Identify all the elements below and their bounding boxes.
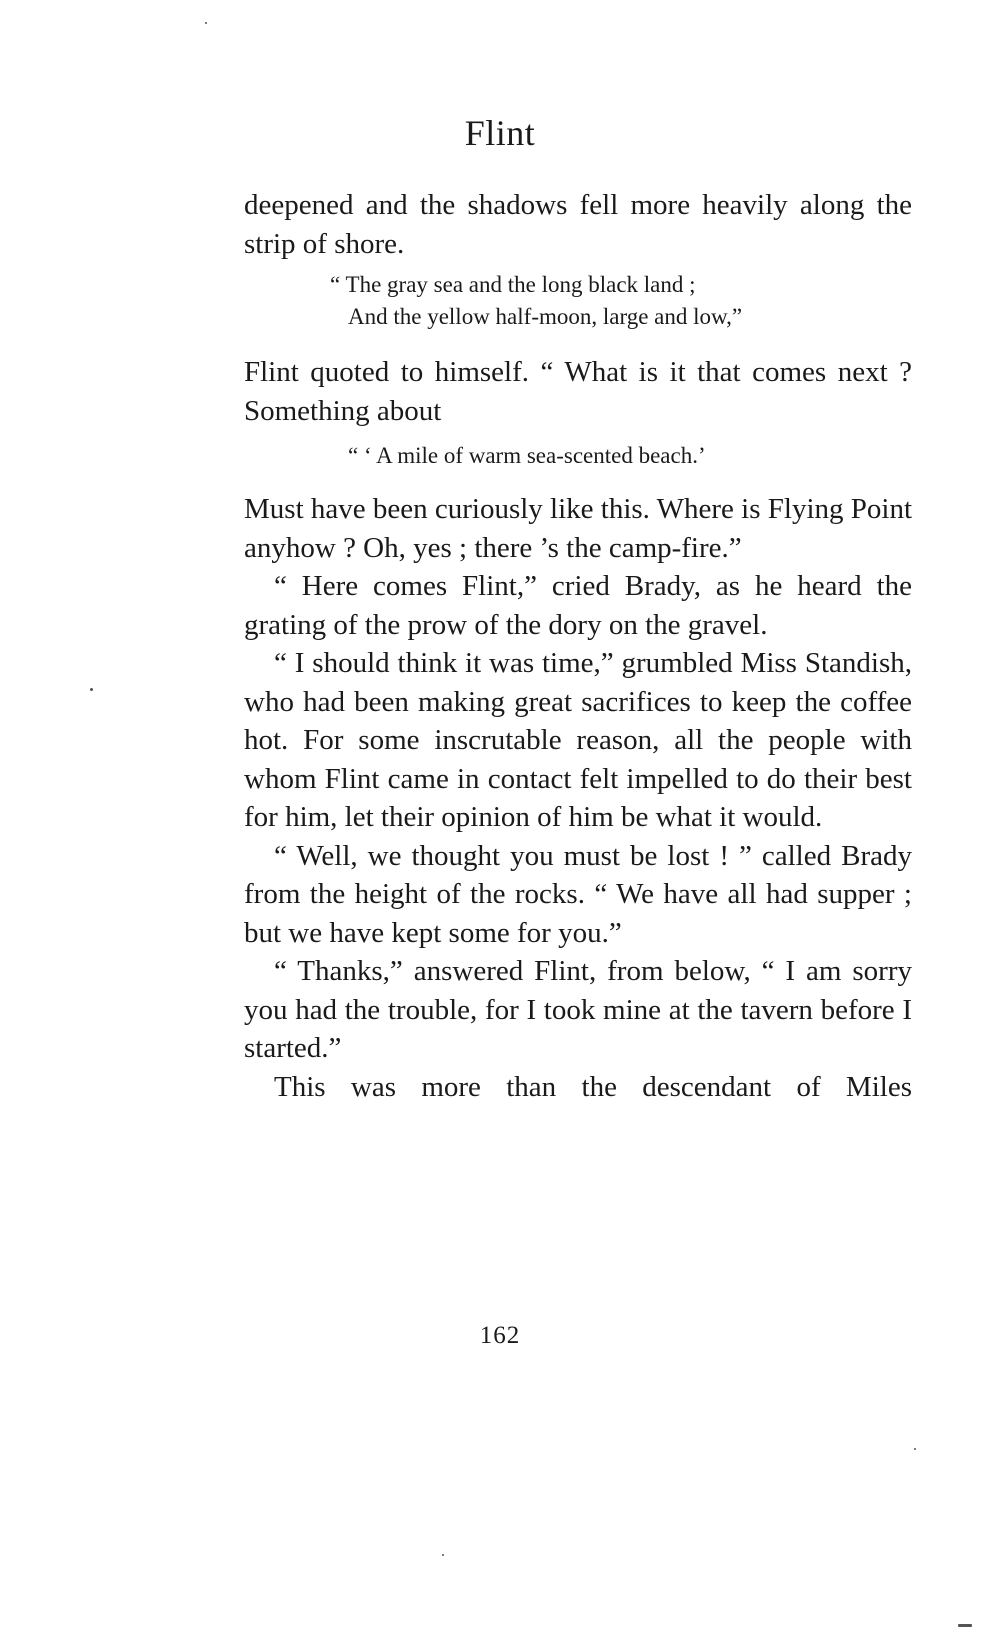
scan-speck — [958, 1624, 972, 1627]
scan-speck — [914, 1448, 916, 1450]
paragraph-5: “ I should think it was time,” grumbled Miss Standish, who had been making great sacrifices to keep the coffee hot. For some inscrutable reason, all the people with whom Flint came in contact felt impelled to do their best for him, let their opinion of him be what it would. — [244, 647, 912, 833]
body-text — [244, 186, 912, 1106]
verse-block-2 — [244, 440, 912, 472]
paragraph-6: “ Well, we thought you must be lost ! ” called Brady from the height of the rocks. “ We have all had supper ; but we have kept some for you.” — [244, 839, 912, 949]
scan-speck — [442, 1554, 444, 1556]
verse-line: And the yellow half-moon, large and low,” — [348, 304, 743, 329]
page-number: 162 — [479, 1322, 521, 1349]
paragraph-4: “ Here comes Flint,” cried Brady, as he heard the grating of the prow of the dory on the gravel. — [244, 570, 912, 641]
paragraph-3: Must have been curiously like this. Where is Flying Point anyhow ? Oh, yes ; there ’s the camp-fire.” — [244, 493, 913, 564]
verse-line: “ The gray sea and the long black land ; — [330, 272, 696, 297]
paragraph-8: This was more than the descendant of Miles — [274, 1070, 912, 1103]
paragraph-7: “ Thanks,” answered Flint, from below, “ I am sorry you had the trouble, for I took mine at the tavern before I started.” — [244, 955, 912, 1064]
paragraph-1: deepened and the shadows fell more heavily along the strip of shore. — [244, 189, 912, 260]
page-title: Flint — [464, 113, 536, 153]
paragraph-2: Flint quoted to himself. “ What is it that comes next ? Something about — [244, 356, 912, 427]
verse-line: “ ‘ A mile of warm sea-scented beach.’ — [348, 443, 706, 468]
verse-block-1 — [244, 269, 912, 333]
scan-speck — [205, 22, 207, 24]
scan-speck — [90, 688, 93, 691]
